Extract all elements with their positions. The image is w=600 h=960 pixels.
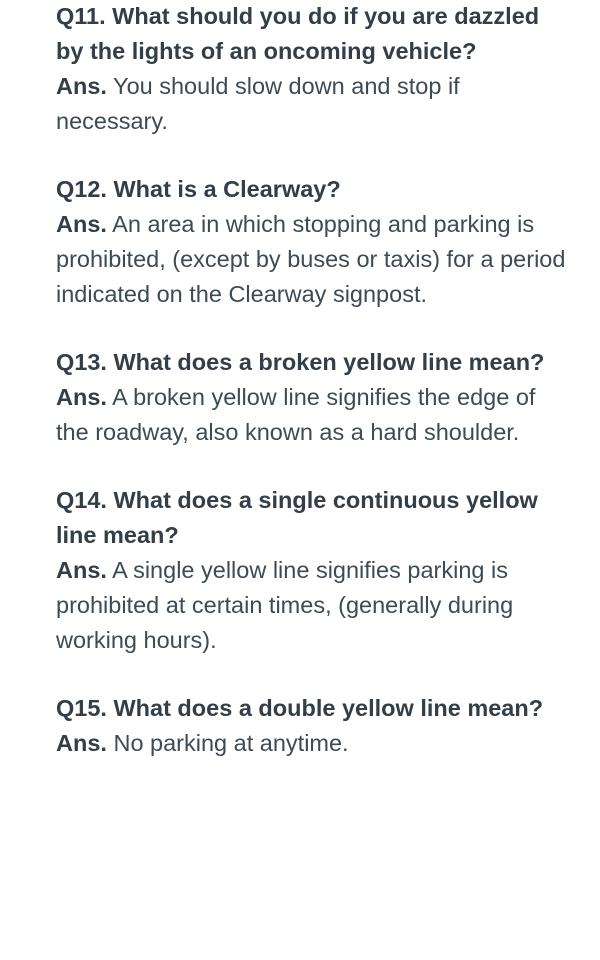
answer-text: A single yellow line signifies parking is prohibited at certain times, (generally during working hours). xyxy=(56,557,514,653)
question-q15: Q15. What does a double yellow line mean? xyxy=(56,695,544,721)
answer-q14 xyxy=(56,553,572,658)
answer-label: Ans. xyxy=(56,73,107,99)
question-q12: Q12. What is a Clearway? xyxy=(56,176,341,202)
answer-text: No parking at anytime. xyxy=(113,730,349,756)
qa-item-q11 xyxy=(56,0,572,139)
answer-label: Ans. xyxy=(56,211,107,237)
answer-q12 xyxy=(56,207,572,312)
answer-q15 xyxy=(56,726,572,761)
question-q14: Q14. What does a single continuous yellow line mean? xyxy=(56,487,538,548)
qa-item-q13 xyxy=(56,345,572,450)
answer-label: Ans. xyxy=(56,384,107,410)
answer-label: Ans. xyxy=(56,557,107,583)
answer-q11 xyxy=(56,69,572,139)
qa-item-q15 xyxy=(56,691,572,761)
answer-label: Ans. xyxy=(56,730,107,756)
answer-q13 xyxy=(56,380,572,450)
qa-item-q12 xyxy=(56,172,572,312)
answer-text: An area in which stopping and parking is prohibited, (except by buses or taxis) for a period indicated on the Clearway signpost. xyxy=(56,211,566,307)
answer-text: You should slow down and stop if necessary. xyxy=(56,73,460,134)
question-q13: Q13. What does a broken yellow line mean? xyxy=(56,349,545,375)
question-q11: Q11. What should you do if you are dazzled by the lights of an oncoming vehicle? xyxy=(56,3,540,64)
answer-text: A broken yellow line signifies the edge of the roadway, also known as a hard shoulder. xyxy=(56,384,536,445)
qa-item-q14 xyxy=(56,483,572,658)
